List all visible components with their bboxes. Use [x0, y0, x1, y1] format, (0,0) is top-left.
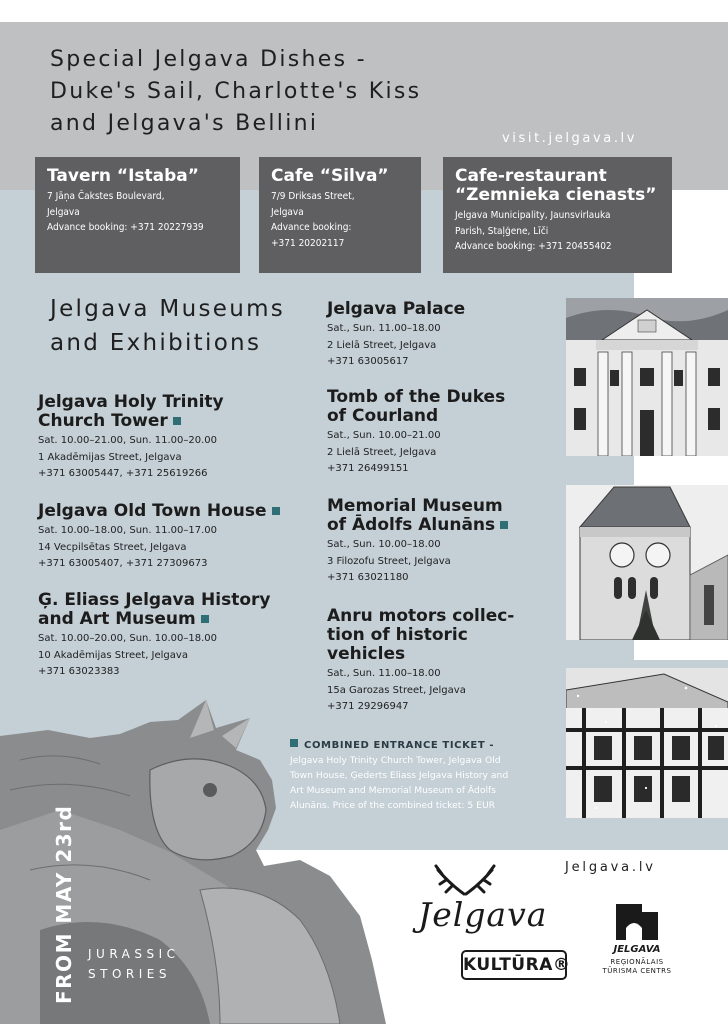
venue-phone: +371 63005447, +371 25619266 [38, 468, 208, 479]
venue-name: and Art Museum [38, 609, 196, 629]
restaurant-booking: Advance booking: [271, 222, 352, 233]
restaurant-card-silva [259, 157, 421, 273]
section-title [50, 292, 285, 360]
venue-eliass-museum [38, 591, 270, 681]
restaurant-address: Parish, Staļģene, Līči [455, 225, 549, 237]
ticket-line: Jelgava Holy Trinity Church Tower, Jelgava Old [290, 755, 501, 766]
timber-house-photo [566, 668, 728, 818]
venue-name: Jelgava Holy Trinity [38, 392, 224, 412]
venue-address: 2 Lielā Street, Jelgava [327, 446, 437, 458]
section-title-line: and Exhibitions [50, 330, 262, 356]
tower-photo [566, 485, 728, 640]
kultura-logo: KULTŪRA® [461, 950, 567, 980]
venue-hours: Sat. 10.00–20.00, Sun. 10.00–18.00 [38, 633, 218, 644]
venue-jelgava-palace [327, 300, 465, 371]
jelgava-logo: Jelgava [418, 895, 548, 934]
title-line: Special Jelgava Dishes - [50, 47, 367, 72]
venue-phone: +371 63005617 [327, 356, 409, 367]
section-title-line: Jelgava Museums [50, 296, 286, 322]
restaurant-address: Jelgava Municipality, Jaunsvirlauka [455, 210, 611, 221]
tourism-centre-subtitle [596, 958, 678, 976]
restaurant-city: Jelgava [47, 206, 80, 218]
venue-name: tion of historic [327, 625, 468, 645]
venue-name: of Courland [327, 406, 439, 426]
restaurant-name: Cafe “Silva” [271, 166, 389, 186]
ticket-line: Town House, Ģederts Eliass Jelgava History and [290, 770, 509, 781]
tourism-centre-name: JELGAVA [613, 944, 661, 955]
restaurant-name: Tavern “Istaba” [47, 166, 199, 186]
venue-name: Ģ. Eliass Jelgava History [38, 590, 271, 610]
square-bullet-icon [500, 521, 508, 529]
venue-name: vehicles [327, 644, 406, 664]
venue-phone: +371 63021180 [327, 572, 409, 583]
restaurant-name: Cafe-restaurant [455, 166, 607, 186]
venue-hours: Sat., Sun. 10.00–21.00 [327, 430, 441, 441]
site-link[interactable]: visit.jelgava.lv [502, 131, 638, 146]
venue-phone: +371 63005407, +371 27309673 [38, 558, 208, 569]
restaurant-card-zemnieka [443, 157, 672, 273]
restaurant-name: “Zemnieka cienasts” [455, 185, 657, 205]
venue-hours: Sat., Sun. 11.00–18.00 [327, 323, 441, 334]
ticket-heading: COMBINED ENTRANCE TICKET - [304, 740, 495, 751]
venue-address: 3 Filozofu Street, Jelgava [327, 555, 451, 567]
venue-phone: +371 26499151 [327, 463, 409, 474]
restaurant-address: 7 Jāņa Čakstes Boulevard, [47, 191, 165, 202]
restaurant-city: Jelgava [271, 206, 304, 218]
venue-name: Church Tower [38, 411, 168, 431]
venue-address: 2 Lielā Street, Jelgava [327, 339, 437, 351]
venue-name: Jelgava Palace [327, 299, 466, 319]
venue-hours: Sat., Sun. 11.00–18.00 [327, 668, 441, 679]
venue-name: Memorial Museum [327, 496, 503, 516]
tourism-centre-line: TŪRISMA CENTRS [602, 967, 672, 975]
restaurant-phone: +371 20202117 [271, 237, 345, 249]
footer-site-link[interactable]: Jelgava.lv [565, 860, 656, 875]
square-bullet-icon [201, 615, 209, 623]
restaurant-booking: Advance booking: +371 20455402 [455, 241, 612, 252]
restaurant-address: 7/9 Driksas Street, [271, 191, 355, 202]
square-bullet-icon [272, 507, 280, 515]
venue-old-town-house [38, 502, 280, 573]
venue-name: of Ādolfs Alunāns [327, 515, 496, 535]
tourism-centre-icon [612, 900, 664, 944]
venue-name: Jelgava Old Town House [38, 501, 267, 521]
venue-tomb-of-dukes [327, 388, 505, 478]
venue-name: Anru motors collec- [327, 606, 515, 626]
venue-address: 10 Akadēmijas Street, Jelgava [38, 649, 188, 661]
ticket-line: Alunāns. Price of the combined ticket: 5 EUR [290, 800, 496, 811]
restaurant-booking: Advance booking: +371 20227939 [47, 222, 204, 233]
promo-line: JURASSIC [88, 947, 180, 961]
elk-antlers-icon [430, 862, 500, 896]
square-bullet-icon [173, 417, 181, 425]
promo-line: STORIES [88, 967, 171, 981]
venue-address: 1 Akadēmijas Street, Jelgava [38, 451, 182, 463]
venue-hours: Sat. 10.00–18.00, Sun. 11.00–17.00 [38, 525, 218, 536]
venue-hours: Sat., Sun. 10.00–18.00 [327, 539, 441, 550]
venue-phone: +371 29296947 [327, 701, 409, 712]
venue-trinity-tower [38, 393, 224, 483]
venue-alunans-museum [327, 497, 508, 587]
tourism-centre-line: REĢIONĀLAIS [610, 958, 664, 966]
palace-photo [566, 298, 728, 456]
ticket-line: Art Museum and Memorial Museum of Ādolfs [290, 785, 497, 796]
venue-name: Tomb of the Dukes [327, 387, 506, 407]
title-line: Duke's Sail, Charlotte's Kiss [50, 79, 422, 104]
venue-phone: +371 63023383 [38, 666, 120, 677]
page-title [50, 44, 530, 140]
venue-address: 15a Garozas Street, Jelgava [327, 684, 466, 696]
promo-date: FROM MAY 23rd [52, 804, 76, 1004]
restaurant-card-istaba [35, 157, 240, 273]
venue-hours: Sat. 10.00–21.00, Sun. 11.00–20.00 [38, 435, 218, 446]
title-line: and Jelgava's Bellini [50, 111, 319, 136]
venue-address: 14 Vecpilsētas Street, Jelgava [38, 541, 187, 553]
promo-title [88, 944, 180, 984]
